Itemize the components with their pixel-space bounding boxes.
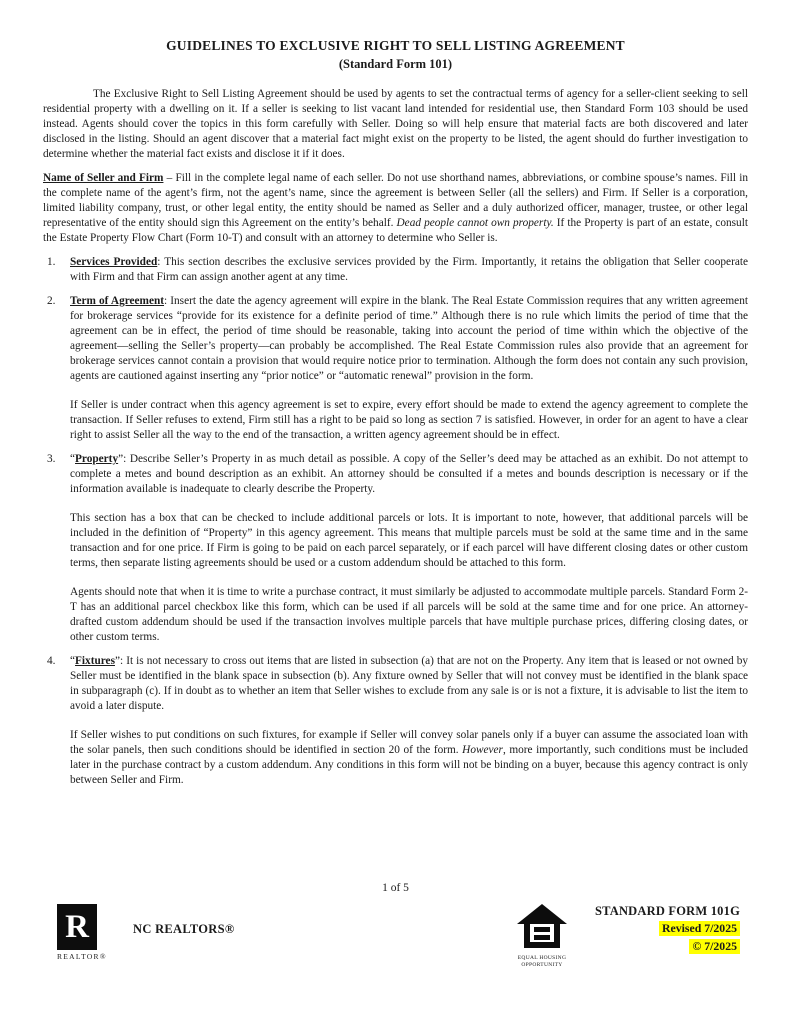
item-lead-text: It is not necessary to cross out items that are listed in subsection (a) that are not on the Property. Any item that is leased or not owned by Seller must be identified in the blank space in subsection (b). Any fixture owned by Seller that will not convey must be identified in the blank space in subparagraph (c). If in doubt as to whether an item that Seller wishes to exclude from any sale is or is not a fixture, it is advisable to list the item to avoid a later dispute. bbox=[70, 655, 748, 712]
item-lead-text: Insert the date the agency agreement will expire in the blank. The Real Estate Commission requires that any written agreement for brokerage services “provide for its existence for a definite period of time.” Although there is no rule which limits the period of time that the agreement can be in effect, the period of time should be reasonable, taking into account the period of time within which the objective of the agreement—selling the Seller’s property—can probably be accomplished. The Real Estate Commission rules also provide that an agreement for brokerage services cannot contain a provision that would require notice prior to termination. Although the form does not contain any such provision, agents are cautioned against inserting any “prior notice” or “automatic renewal” provision in the form. bbox=[70, 295, 748, 382]
item-lead-text: This section describes the exclusive services provided by the Firm. Importantly, it retains the obligation that Seller cooperate with Firm and that Firm can assign another agent at any time. bbox=[70, 256, 748, 283]
seller-firm-paragraph bbox=[43, 171, 748, 246]
item-paragraph bbox=[70, 294, 748, 384]
item-paragraph bbox=[70, 728, 748, 788]
item-text: If Seller wishes to put conditions on such fixtures, for example if Seller will convey solar panels only if a buyer can assume the associated loan with the solar panels, then such conditions should be identified in section 20 of the form. bbox=[70, 729, 748, 756]
item-number: 4. bbox=[47, 655, 56, 667]
item-paragraph: This section has a box that can be checked to include additional parcels or lots. It is important to note, however, that additional parcels will be included in the definition of “Property” in this agency agreement. This means that multiple parcels must be sold at the same time and in the same transaction and for one price. If Firm is going to be paid on each parcel separately, or if each parcel will have different closing dates or other custom terms, then separate listing agreements should be used or a custom addendum should be attached to this form. bbox=[70, 512, 748, 569]
equal-housing-caption-line1: EQUAL HOUSING bbox=[517, 955, 567, 961]
item-paragraph bbox=[70, 255, 748, 285]
item-lead-text: Describe Seller’s Property in as much detail as possible. A copy of the Seller’s deed may be attached as an exhibit. Do not attempt to complete a metes and bound description as an exhibit. An attorney should be consulted if a metes and bounds description is necessary or if the information available is inadequate to clearly describe the Property. bbox=[70, 453, 748, 495]
realtor-logo bbox=[57, 904, 127, 961]
item-number: 3. bbox=[47, 453, 56, 465]
standard-form-label: STANDARD FORM 101G bbox=[594, 904, 740, 918]
equal-housing-icon bbox=[517, 935, 567, 952]
seller-firm-text-after: If the Property is part of an estate, consult the Estate Property Flow Chart (Form 10-T) and consult with an attorney to determine who Seller is. bbox=[43, 217, 748, 244]
item-heading-open-quote: “ bbox=[70, 453, 76, 465]
item-paragraph bbox=[70, 654, 748, 714]
numbered-item-property bbox=[43, 452, 748, 645]
form-identification-block bbox=[595, 904, 740, 955]
item-text-after: , more importantly, such conditions must be included later in the purchase contract by a custom addendum. Any conditions in this form will not be binding on a buyer, because this agency contract is only between Seller and Firm. bbox=[70, 744, 748, 786]
item-heading: Services Provided bbox=[70, 256, 158, 268]
revised-label: Revised 7/2025 bbox=[659, 921, 740, 936]
equal-housing-logo bbox=[515, 904, 569, 968]
seller-firm-italic-text: Dead people cannot own property. bbox=[396, 217, 554, 229]
item-number: 2. bbox=[47, 295, 56, 307]
item-heading-separator: ”: bbox=[118, 453, 130, 465]
item-heading-separator: ”: bbox=[114, 655, 127, 667]
item-heading-separator: : bbox=[164, 295, 171, 307]
numbered-item-services-provided bbox=[43, 255, 748, 285]
numbered-item-fixtures bbox=[43, 654, 748, 788]
item-heading: Fixtures bbox=[75, 655, 115, 667]
copyright-label: © 7/2025 bbox=[689, 939, 740, 954]
intro-paragraph: The Exclusive Right to Sell Listing Agreement should be used by agents to set the contractual terms of agency for a seller-client seeking to sell residential property with a dwelling on it. If a seller is seeking to list vacant land intended for residential use, then Standard Form 103 should be used instead. Agents should cover the topics in this form carefully with Seller. Doing so will help ensure that material facts are both discovered and later disclosed in the listing. Should an agent discover that a material fact might exist on the property to be listed, the agent should do further investigation to determine whether the material fact exists and disclose it if it does. bbox=[43, 88, 748, 160]
seller-firm-heading: Name of Seller and Firm bbox=[43, 172, 164, 184]
nc-realtors-label: NC REALTORS® bbox=[133, 922, 235, 936]
equal-housing-caption bbox=[515, 955, 569, 968]
numbered-item-term-of-agreement bbox=[43, 294, 748, 443]
page-footer bbox=[43, 882, 748, 1012]
item-paragraph: Agents should note that when it is time to write a purchase contract, it must similarly be adjusted to accommodate multiple parcels. Standard Form 2-T has an additional parcel checkbox like this form, which can be used if all parcels will be sold at the same time and for one price. An attorney-drafted custom addendum should be used if the transaction involves multiple parcels that have multiple purchase prices, differing closing dates, or other custom terms. bbox=[70, 586, 748, 643]
equal-housing-caption-line2: OPPORTUNITY bbox=[521, 961, 563, 968]
document-subtitle: (Standard Form 101) bbox=[338, 57, 453, 71]
item-paragraph: If Seller is under contract when this agency agreement is set to expire, every effort should be made to extend the agency agreement to complete the transaction. If Seller refuses to extend, Firm still has a right to be paid so long as section 7 is satisfied. However, in order for an agent to have a clear right to assist Seller all the way to the end of the transaction, a written agency agreement should be in effect. bbox=[70, 399, 748, 441]
item-number: 1. bbox=[47, 256, 56, 268]
item-heading: Property bbox=[75, 453, 119, 465]
realtor-logo-icon: R bbox=[57, 904, 97, 950]
document-title: GUIDELINES TO EXCLUSIVE RIGHT TO SELL LISTING AGREEMENT bbox=[166, 38, 625, 53]
item-heading-separator: : bbox=[157, 256, 165, 268]
item-heading: Term of Agreement bbox=[70, 295, 165, 307]
item-italic-text: However bbox=[462, 744, 503, 756]
realtor-logo-caption: REALTOR® bbox=[57, 952, 107, 961]
page-number: 1 of 5 bbox=[382, 882, 409, 894]
item-heading-open-quote: “ bbox=[70, 655, 76, 667]
seller-firm-text: – Fill in the complete legal name of each seller. Do not use shorthand names, abbreviations, or combine spouse’s names. Fill in the complete name of the agent’s firm, not the agent’s name, since the agreement is between Seller (all the sellers) and Firm. If Seller is a corporation, limited liability company, trust, or other legal entity, the entity should be named as Seller and a duly authorized officer, manager, trustee, or other legal representative of the entity should sign this Agreement on the entity’s behalf. bbox=[43, 172, 748, 229]
item-paragraph bbox=[70, 452, 748, 497]
document-content bbox=[43, 38, 748, 788]
